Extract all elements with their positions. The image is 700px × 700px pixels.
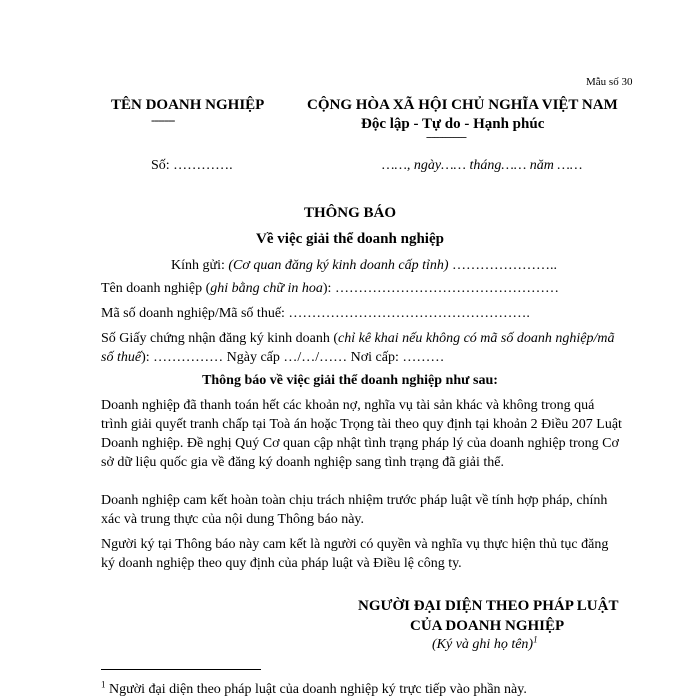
company-divider: ------- [151, 112, 175, 127]
recipient-hint: (Cơ quan đăng ký kinh doanh cấp tỉnh) [228, 258, 449, 273]
company-name-label: Tên doanh nghiệp ( [101, 281, 211, 296]
company-name-heading: TÊN DOANH NGHIỆP [111, 97, 265, 113]
footnote-mark: 1 [101, 679, 106, 690]
document-number: Số: …………. [151, 158, 233, 173]
signature-instruction [432, 634, 538, 653]
motto: Độc lập - Tự do - Hạnh phúc [361, 116, 545, 132]
certificate-rest: ): …………… Ngày cấp …/…/…… Nơi cấp: ……… [141, 350, 445, 365]
form-number: Mẫu số 30 [586, 76, 633, 88]
tax-code-line [101, 306, 530, 322]
footnote [101, 679, 527, 698]
paragraph-commitment: Doanh nghiệp cam kết hoàn toàn chịu trách nhiệm trước pháp luật về tính hợp pháp, chính xác và trung thực của nội dung Thông báo này. [101, 493, 608, 527]
certificate-line [101, 329, 621, 367]
nation-heading: CỘNG HÒA XÃ HỘI CHỦ NGHĨA VIỆT NAM [307, 97, 618, 113]
document-date: ……, ngày…… tháng…… năm …… [382, 158, 583, 173]
representative-title-line1: NGƯỜI ĐẠI DIỆN THEO PHÁP LUẬT [358, 598, 619, 614]
recipient-line [171, 258, 557, 274]
notice-heading: Thông báo về việc giải thể doanh nghiệp như sau: [202, 373, 498, 388]
tax-code-dots: ……………………………………………. [288, 306, 530, 321]
tax-code-label: Mã số doanh nghiệp/Mã số thuế: [101, 306, 289, 321]
page-subtitle: Về việc giải thể doanh nghiệp [256, 231, 444, 247]
recipient-dots: ………………….. [448, 258, 558, 273]
footnote-text: Người đại diện theo pháp luật của doanh nghiệp ký trực tiếp vào phần này. [105, 682, 527, 697]
footnote-divider [101, 669, 261, 670]
signature-footnote-mark: 1 [533, 634, 538, 645]
signature-instruction-text: (Ký và ghi họ tên) [432, 637, 534, 652]
company-name-label-end: ): [322, 281, 335, 296]
company-name-hint: ghi bằng chữ in hoa [210, 281, 323, 296]
recipient-label: Kính gửi: [171, 258, 229, 273]
company-name-dots: ………………………………………… [334, 281, 559, 296]
paragraph-settlement: Doanh nghiệp đã thanh toán hết các khoản nợ, nghĩa vụ tài sản khác và không trong quá trình giải quyết tranh chấp tại Toà án hoặc Trọng tài theo quy định tại khoản 2 Điều 207 Luật Doanh nghiệp. Đề nghị Quý Cơ quan cập nhật tình trạng pháp lý của doanh nghiệp trong Cơ sở dữ liệu quốc gia về đăng ký doanh nghiệp sang tình trạng đã giải thể. [101, 398, 622, 470]
representative-title-line2: CỦA DOANH NGHIỆP [410, 618, 565, 634]
page-title: THÔNG BÁO [303, 205, 397, 221]
motto-divider: --------------- [426, 131, 466, 143]
certificate-hint: chỉ kê khai nếu không có mã số doanh nghiệp/mã số thuế [101, 331, 615, 365]
paragraph-signer: Người ký tại Thông báo này cam kết là người có quyền và nghĩa vụ thực hiện thủ tục đăng ký doanh nghiệp theo quy định của pháp luật và Điều lệ công ty. [101, 537, 609, 571]
certificate-label: Số Giấy chứng nhận đăng ký kinh doanh ( [101, 331, 338, 346]
company-name-line [101, 281, 559, 297]
